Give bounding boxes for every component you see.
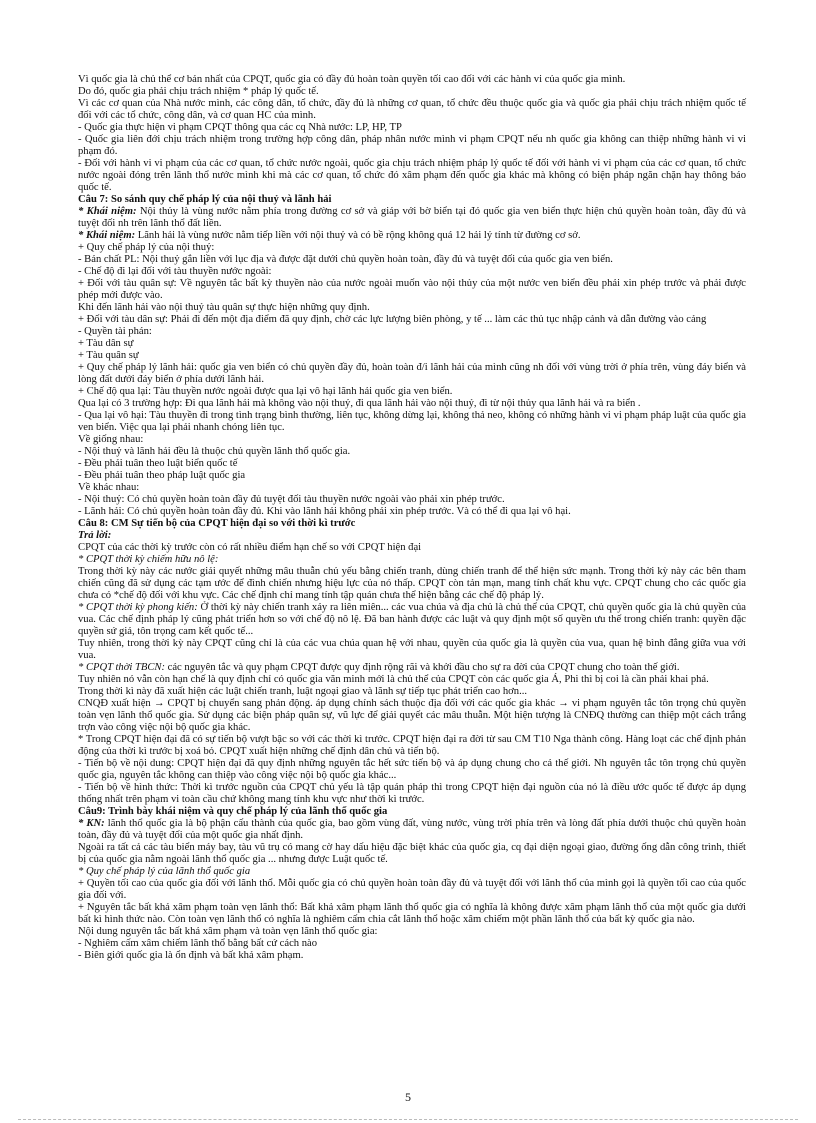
paragraph-text: Lãnh hải là vùng nước nằm tiếp liền với nội thuỷ và có bề rộng không quá 12 hải lý tính từ đường cơ sở. <box>135 230 581 241</box>
paragraph: - Đều phải tuân theo luật biển quốc tế <box>78 458 238 469</box>
paragraph: + Tàu quân sự <box>78 350 139 361</box>
paragraph: + Nguyên tắc bất khả xâm phạm toàn vẹn lãnh thổ: Bất khả xâm phạm lãnh thổ quốc gia có nghĩa là không được xâm phạm lãnh thổ của một quốc gia dưới bất kì hình thức nào. Còn toàn vẹn lãnh thổ có nghĩa là nghiêm cấm chia cắt lãnh thổ hoặc xâm chiếm một phần lãnh thổ của bất kỳ quốc gia nào. <box>78 902 746 925</box>
paragraph: + Quy chế pháp lý của nội thuỷ: <box>78 242 215 253</box>
paragraph: Trong thời kỳ này các nước giải quyết những mâu thuẫn chủ yếu bằng chiến tranh, dùng chiến tranh để thể hiện sức mạnh. Trong thời kỳ này các bên tham chiến cũng đã sử dụng các tạm ước để đình chiến nhưng hiệu lực của nó thấp. CPQT còn tản mạn, mang tính chất khu vực. CPQT chung cho các quốc gia chưa có *chế độ đối với khu vực. Các chế định chỉ mang tính tập quán chưa thể hiện bằng các chế độ pháp lý. <box>78 566 746 601</box>
term-label: * KN: <box>78 818 105 829</box>
paragraph: Ngoài ra tất cả các tàu biển máy bay, tàu vũ trụ có mang cờ hay dấu hiệu đặc biệt khác của quốc gia, cq đại diện ngoại giao, đường ống dẫn công trình, thiết bị của quốc gia nằm ngoài lãnh thổ quốc gia ... nhưng được Luật quốc tế. <box>78 842 746 865</box>
paragraph-text: lãnh thổ quốc gia là bộ phận cấu thành của quốc gia, bao gồm vùng đất, vùng nước, vùng trời phía trên và lòng đất phía dưới thuộc chủ quyền hoàn toàn, đầy đủ và tuyệt đối của một quốc gia nhất định. <box>78 818 746 841</box>
paragraph: Nội dung nguyên tắc bất khả xâm phạm và toàn vẹn lãnh thổ quốc gia: <box>78 926 378 937</box>
paragraph: Về khác nhau: <box>78 482 140 493</box>
paragraph: - Quốc gia thực hiện vi phạm CPQT thông qua các cq Nhà nước: LP, HP, TP <box>78 122 402 133</box>
paragraph <box>78 662 746 674</box>
paragraph: - Quyền tài phán: <box>78 326 152 337</box>
paragraph: * Trong CPQT hiện đại đã có sự tiến bộ vượt bậc so với các thời kì trước. CPQT hiện đại ra đời từ sau CM T10 Nga thành công. Hàng loạt các chế định phản động của thời kì trước bị xoá bỏ. CPQT xuất hiện những chế định dân chủ và tiến bộ. <box>78 734 746 757</box>
paragraph: Qua lại có 3 trường hợp: Đi qua lãnh hải mà không vào nội thuỷ, đi qua lãnh hải vào nội thuỷ, đi từ nội thủy qua lãnh hải và ra biển . <box>78 398 641 409</box>
page-number: 5 <box>405 1090 411 1104</box>
paragraph: + Đối với tàu dân sự: Phải đi đến một địa điểm đã quy định, chờ các lực lượng biên phòng, y tế ... làm các thủ tục nhập cảnh và dẫn đường vào cảng <box>78 314 707 325</box>
paragraph: Khi đến lãnh hải vào nội thuỷ tàu quân sự thực hiện những quy định. <box>78 302 370 313</box>
paragraph: - Bản chất PL: Nội thuỷ gắn liền với lục địa và được đặt dưới chủ quyền hoàn toàn, đầy đủ và tuyệt đối của quốc gia ven biển. <box>78 254 613 265</box>
term-label: * Khái niệm: <box>78 230 136 241</box>
paragraph: - Đối với hành vi vi phạm của các cơ quan, tổ chức nước ngoài, quốc gia chịu trách nhiệm pháp lý quốc tế đối với hành vi vi phạm của các cơ quan, tổ chức nước ngoài đóng trên lãnh thổ nước mình khi mà các cơ quan, tổ chức đó xâm phạm đến quốc gia khác mà không có biện pháp ngăn chặn hay thông báo quốc tế. <box>78 158 746 193</box>
paragraph <box>78 602 746 638</box>
paragraph: Do đó, quốc gia phải chịu trách nhiệm * pháp lý quốc tế. <box>78 86 319 97</box>
paragraph: CPQT của các thời kỳ trước còn có rất nhiều điểm hạn chế so với CPQT hiện đại <box>78 542 422 553</box>
paragraph: Trong thời kì này đã xuất hiện các luật chiến tranh, luật ngoại giao và lãnh sự tiếp tục phát triển cao hơn... <box>78 686 528 697</box>
paragraph: - Quốc gia liên đới chịu trách nhiệm trong trường hợp công dân, pháp nhân nước mình vi phạm CPQT nếu nh quốc gia không can thiệp những hành vi vi phạm đó. <box>78 134 746 157</box>
paragraph-text: Ở thời kỳ này chiến tranh xảy ra liên miên... các vua chúa và địa chủ là chủ thể của CPQT, chủ quyền quốc gia là chủ quyền của vua. Các chế định pháp lý cũng phát triển hơn so với chế độ nô lệ. Đã ban hành được các luật và quy định một số quyền ưu thế trong chiến tranh: quyền đặc quyền sứ giả, tôn trọng cam kết quốc tế... <box>78 602 746 637</box>
paragraph: CNQĐ xuất hiện → CPQT bị chuyển sang phản động. áp dụng chính sách thuộc địa đối với các quốc gia khác → vi phạm nguyên tắc tôn trọng chủ quyền toàn vẹn lãnh thổ quốc gia. Sử dụng các biện pháp quân sự, vũ lực để giải quyết các mâu thuẫn. Một hiện tượng là CNĐQ thường can thiệp một cách trắng trợn vào công việc nội bộ quốc gia khác. <box>78 698 746 733</box>
document-body <box>78 74 746 962</box>
paragraph: Vì các cơ quan của Nhà nước mình, các công dân, tổ chức, đầy đủ là những cơ quan, tổ chức đều thuộc quốc gia và quốc gia phải chịu trách nhiệm quốc tế đối với các tổ chức, công dân, và cơ quan HC của mình. <box>78 98 746 121</box>
answer-label: Trả lời: <box>78 530 112 541</box>
paragraph: + Quy chế pháp lý lãnh hải: quốc gia ven biển có chủ quyền đầy đủ, hoàn toàn đ/i lãnh hải của mình cũng nh đối với vùng trời ở phía trên, vùng đáy biển và lòng đất dưới đáy biển ở phía dưới lãnh hải. <box>78 362 746 385</box>
paragraph: Tuy nhiên nó vẫn còn hạn chế là quy định chỉ có quốc gia văn minh mới là chủ thể của CPQT còn các quốc gia Á, Phi thì bị coi là cần phải khai phá. <box>78 674 709 685</box>
paragraph-text: các nguyên tắc và quy phạm CPQT được quy định rộng rãi và khởi đầu cho sự ra đời của CPQT chung cho toàn thế giới. <box>165 662 680 673</box>
paragraph: + Tàu dân sự <box>78 338 134 349</box>
paragraph: - Nghiêm cấm xâm chiếm lãnh thổ bằng bất cứ cách nào <box>78 938 318 949</box>
term-label: * Khái niệm: <box>78 206 137 217</box>
term-label: * CPQT thời kỳ phong kiến: <box>78 602 198 613</box>
paragraph <box>78 818 746 842</box>
paragraph-text: Nội thủy là vùng nước nằm phía trong đường cơ sở và giáp với bờ biển tại đó quốc gia ven biển thực hiện chủ quyền hoàn toàn, đầy đủ và tuyệt đối nh trên lãnh thổ đất liền. <box>78 206 746 229</box>
paragraph: - Lãnh hải: Có chủ quyền hoàn toàn đầy đủ. Khi vào lãnh hải không phải xin phép trước. Và có thể đi qua lại vô hại. <box>78 506 571 517</box>
paragraph: - Tiến bộ về nội dung: CPQT hiện đại đã quy định những nguyên tắc hết sức tiến bộ và áp dụng chung cho cả thế giới. Nh nguyên tắc tôn trọng chủ quyền quốc gia, nguyên tắc không can thiệp vào công việc nội bộ quốc gia khác... <box>78 758 746 781</box>
section-heading: Câu 8: CM Sự tiến bộ của CPQT hiện đại so với thời kì trước <box>78 518 356 529</box>
paragraph: - Tiến bộ về hình thức: Thời kì trước nguồn của CPQT chủ yếu là tập quán pháp thì trong CPQT hiện đại nguồn của nó là điều ước quốc tế được áp dụng thống nhất trên phạm vi toàn cầu chứ không mang tính khu vực như thời kì trước. <box>78 782 746 805</box>
paragraph: - Chế độ đi lại đối với tàu thuyền nước ngoài: <box>78 266 272 277</box>
term-label: * CPQT thời TBCN: <box>78 662 165 673</box>
paragraph: Vì quốc gia là chủ thể cơ bản nhất của CPQT, quốc gia có đầy đủ hoàn toàn quyền tối cao đối với các hành vi của quốc gia mình. <box>78 74 626 85</box>
paragraph: + Đối với tàu quân sự: Về nguyên tắc bất kỳ thuyền nào của nước ngoài muốn vào nội thủy của một nước ven biển đều phải xin phép trước và phải được phép mới được vào. <box>78 278 746 301</box>
paragraph <box>78 206 746 230</box>
subheading: * Quy chế pháp lý của lãnh thổ quốc gia <box>78 866 251 877</box>
section-heading: Câu 7: So sánh quy chế pháp lý của nội thuỷ và lãnh hải <box>78 194 332 205</box>
paragraph: - Nội thuỷ: Có chủ quyền hoàn toàn đầy đủ tuyệt đối tàu thuyền nước ngoài vào phải xin phép trước. <box>78 494 505 505</box>
section-heading: Câu9: Trình bày khái niệm và quy chế pháp lý của lãnh thổ quốc gia <box>78 806 388 817</box>
paragraph: Về giống nhau: <box>78 434 144 445</box>
paragraph: - Nội thuỷ và lãnh hải đều là thuộc chủ quyền lãnh thổ quốc gia. <box>78 446 351 457</box>
paragraph: Tuy nhiên, trong thời kỳ này CPQT cũng chỉ là của các vua chúa quan hệ với nhau, quyền của quốc gia là quyền của vua, quan hệ bình đẳng giữa vua với vua. <box>78 638 746 661</box>
paragraph <box>78 230 746 242</box>
paragraph: + Chế độ qua lại: Tàu thuyền nước ngoài được qua lại vô hại lãnh hải quốc gia ven biển. <box>78 386 453 397</box>
paragraph: - Qua lại vô hại: Tàu thuyền đi trong tình trạng bình thường, liên tục, không dừng lại, không thả neo, không có những hành vi vi phạm pháp luật của quốc gia ven biển. Việc qua lại phải nhanh chóng liên tục. <box>78 410 746 433</box>
paragraph: + Quyền tối cao của quốc gia đối với lãnh thổ. Mỗi quốc gia có chủ quyền hoàn toàn đầy đủ và tuyệt đối với lãnh thổ của mình gọi là quyền tối cao của quốc gia đối với. <box>78 878 746 901</box>
paragraph: - Đều phải tuân theo pháp luật quốc gia <box>78 470 246 481</box>
page-bottom-divider <box>18 1119 798 1120</box>
paragraph: - Biên giới quốc gia là ổn định và bất khả xâm phạm. <box>78 950 304 961</box>
subheading: * CPQT thời kỳ chiếm hữu nô lệ: <box>78 554 219 565</box>
